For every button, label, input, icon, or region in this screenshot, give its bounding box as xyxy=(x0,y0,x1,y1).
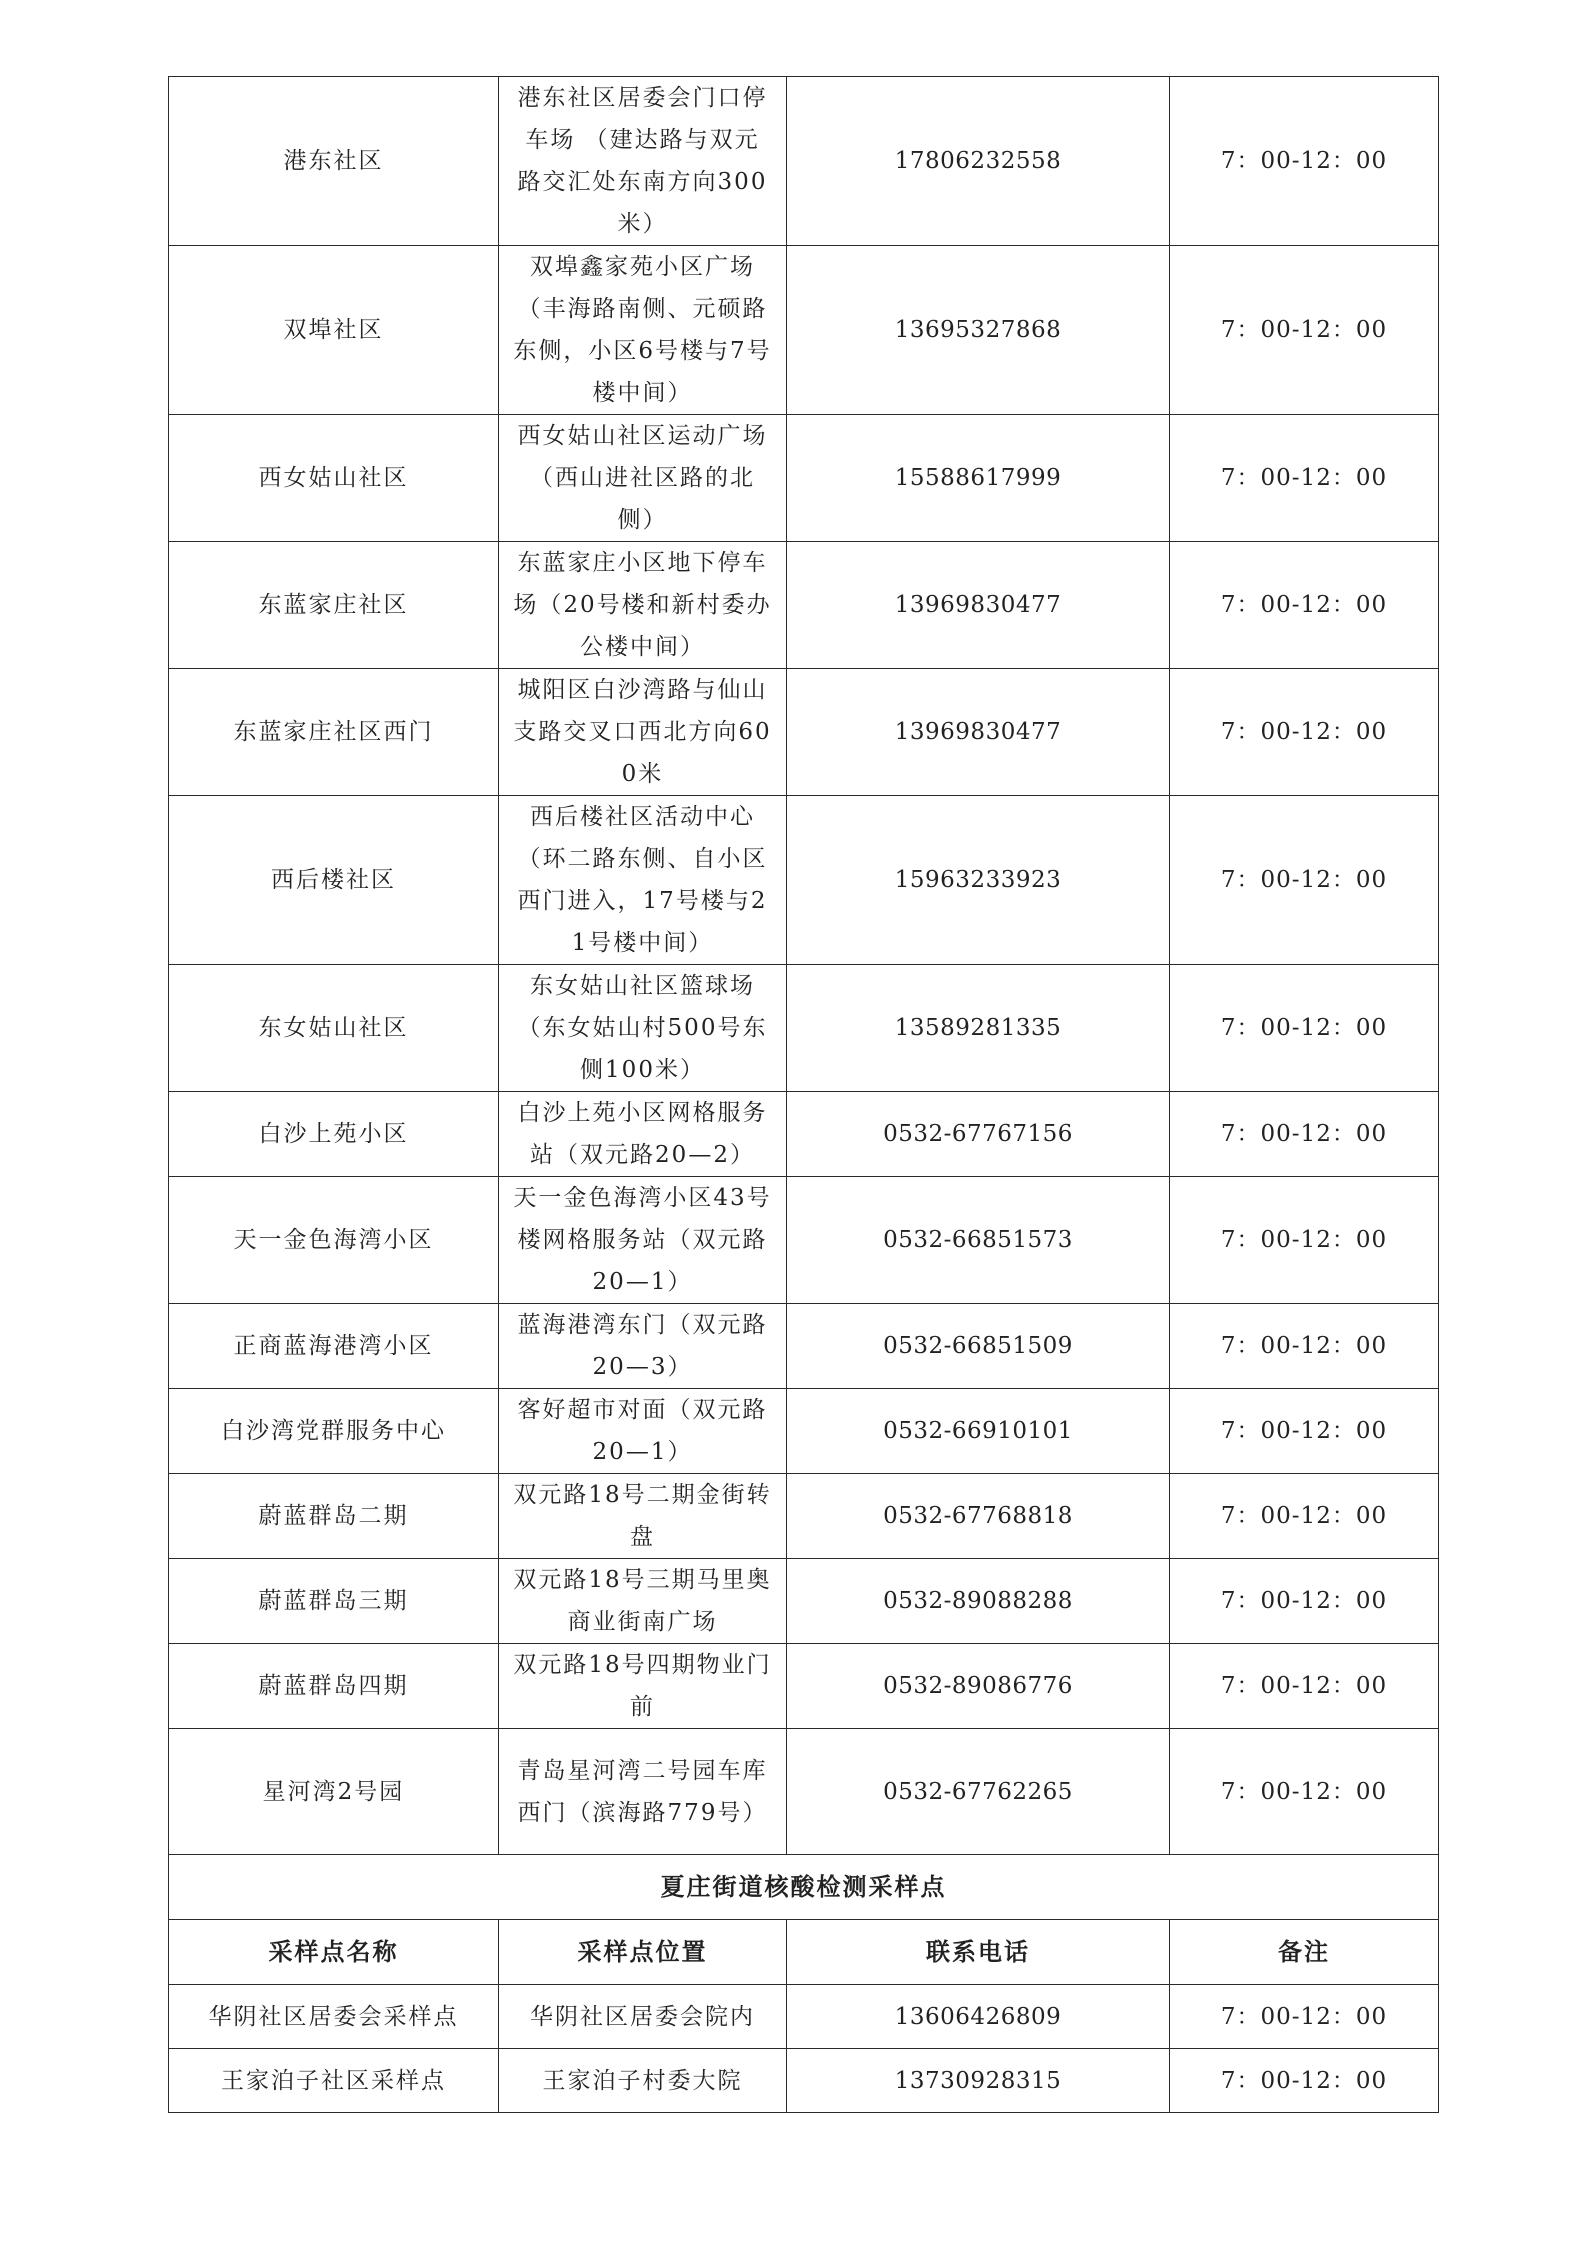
sampling-sites-table xyxy=(168,76,1439,2113)
site-name: 东女姑山社区 xyxy=(169,965,499,1092)
site-name: 正商蓝海港湾小区 xyxy=(169,1304,499,1389)
site-location: 城阳区白沙湾路与仙山支路交叉口西北方向600米 xyxy=(499,669,787,796)
section-title: 夏庄街道核酸检测采样点 xyxy=(169,1855,1439,1920)
header-note: 备注 xyxy=(1170,1920,1439,1985)
site-phone: 13606426809 xyxy=(787,1985,1170,2049)
column-header-row xyxy=(169,1920,1439,1985)
site-phone: 0532-67768818 xyxy=(787,1474,1170,1559)
site-hours: 7：00-12：00 xyxy=(1170,965,1439,1092)
site-name: 王家泊子社区采样点 xyxy=(169,2049,499,2113)
table-row xyxy=(169,1985,1439,2049)
header-phone: 联系电话 xyxy=(787,1920,1170,1985)
site-location: 王家泊子村委大院 xyxy=(499,2049,787,2113)
table-row xyxy=(169,1092,1439,1177)
site-phone: 0532-89088288 xyxy=(787,1559,1170,1644)
site-location: 西后楼社区活动中心（环二路东侧、自小区西门进入，17号楼与21号楼中间） xyxy=(499,796,787,965)
table-row xyxy=(169,1304,1439,1389)
site-phone: 13969830477 xyxy=(787,542,1170,669)
site-name: 西女姑山社区 xyxy=(169,415,499,542)
site-phone: 13730928315 xyxy=(787,2049,1170,2113)
table-row xyxy=(169,1474,1439,1559)
site-phone: 13589281335 xyxy=(787,965,1170,1092)
site-phone: 0532-67767156 xyxy=(787,1092,1170,1177)
site-hours: 7：00-12：00 xyxy=(1170,1389,1439,1474)
site-location: 东女姑山社区篮球场（东女姑山村500号东侧100米） xyxy=(499,965,787,1092)
site-hours: 7：00-12：00 xyxy=(1170,1092,1439,1177)
site-phone: 13969830477 xyxy=(787,669,1170,796)
site-location: 蓝海港湾东门（双元路20—3） xyxy=(499,1304,787,1389)
table-row xyxy=(169,542,1439,669)
site-hours: 7：00-12：00 xyxy=(1170,415,1439,542)
site-hours: 7：00-12：00 xyxy=(1170,542,1439,669)
site-location: 天一金色海湾小区43号楼网格服务站（双元路20—1） xyxy=(499,1177,787,1304)
site-name: 西后楼社区 xyxy=(169,796,499,965)
site-hours: 7：00-12：00 xyxy=(1170,2049,1439,2113)
table-row xyxy=(169,1644,1439,1729)
site-name: 星河湾2号园 xyxy=(169,1729,499,1855)
site-phone: 0532-67762265 xyxy=(787,1729,1170,1855)
table-row xyxy=(169,1729,1439,1855)
table-row xyxy=(169,669,1439,796)
table-row xyxy=(169,1559,1439,1644)
header-name: 采样点名称 xyxy=(169,1920,499,1985)
site-name: 蔚蓝群岛四期 xyxy=(169,1644,499,1729)
site-location: 客好超市对面（双元路20—1） xyxy=(499,1389,787,1474)
site-location: 青岛星河湾二号园车库西门（滨海路779号） xyxy=(499,1729,787,1855)
site-hours: 7：00-12：00 xyxy=(1170,1177,1439,1304)
site-hours: 7：00-12：00 xyxy=(1170,1474,1439,1559)
site-name: 蔚蓝群岛二期 xyxy=(169,1474,499,1559)
site-location: 双元路18号三期马里奥商业街南广场 xyxy=(499,1559,787,1644)
site-name: 蔚蓝群岛三期 xyxy=(169,1559,499,1644)
header-location: 采样点位置 xyxy=(499,1920,787,1985)
site-hours: 7：00-12：00 xyxy=(1170,1644,1439,1729)
table-row xyxy=(169,1177,1439,1304)
site-phone: 0532-89086776 xyxy=(787,1644,1170,1729)
site-phone: 0532-66910101 xyxy=(787,1389,1170,1474)
site-location: 华阴社区居委会院内 xyxy=(499,1985,787,2049)
site-location: 双埠鑫家苑小区广场（丰海路南侧、元硕路东侧，小区6号楼与7号楼中间） xyxy=(499,246,787,415)
site-hours: 7：00-12：00 xyxy=(1170,796,1439,965)
site-location: 双元路18号四期物业门前 xyxy=(499,1644,787,1729)
site-hours: 7：00-12：00 xyxy=(1170,1304,1439,1389)
site-name: 东蓝家庄社区西门 xyxy=(169,669,499,796)
site-hours: 7：00-12：00 xyxy=(1170,1985,1439,2049)
site-name: 白沙上苑小区 xyxy=(169,1092,499,1177)
table-row xyxy=(169,1389,1439,1474)
site-phone: 0532-66851573 xyxy=(787,1177,1170,1304)
site-name: 港东社区 xyxy=(169,77,499,246)
site-name: 双埠社区 xyxy=(169,246,499,415)
site-location: 双元路18号二期金街转盘 xyxy=(499,1474,787,1559)
section-header-row xyxy=(169,1855,1439,1920)
site-name: 白沙湾党群服务中心 xyxy=(169,1389,499,1474)
table-row xyxy=(169,965,1439,1092)
site-phone: 15963233923 xyxy=(787,796,1170,965)
site-hours: 7：00-12：00 xyxy=(1170,246,1439,415)
site-phone: 17806232558 xyxy=(787,77,1170,246)
site-location: 港东社区居委会门口停车场 （建达路与双元路交汇处东南方向300米） xyxy=(499,77,787,246)
table-row xyxy=(169,246,1439,415)
site-hours: 7：00-12：00 xyxy=(1170,77,1439,246)
site-phone: 13695327868 xyxy=(787,246,1170,415)
table-row xyxy=(169,77,1439,246)
site-name: 天一金色海湾小区 xyxy=(169,1177,499,1304)
site-name: 华阴社区居委会采样点 xyxy=(169,1985,499,2049)
table-row xyxy=(169,796,1439,965)
site-hours: 7：00-12：00 xyxy=(1170,669,1439,796)
table-row xyxy=(169,415,1439,542)
site-name: 东蓝家庄社区 xyxy=(169,542,499,669)
site-hours: 7：00-12：00 xyxy=(1170,1729,1439,1855)
table-row xyxy=(169,2049,1439,2113)
site-phone: 15588617999 xyxy=(787,415,1170,542)
site-hours: 7：00-12：00 xyxy=(1170,1559,1439,1644)
site-location: 白沙上苑小区网格服务站（双元路20—2） xyxy=(499,1092,787,1177)
site-location: 西女姑山社区运动广场（西山进社区路的北侧） xyxy=(499,415,787,542)
site-phone: 0532-66851509 xyxy=(787,1304,1170,1389)
site-location: 东蓝家庄小区地下停车场（20号楼和新村委办公楼中间） xyxy=(499,542,787,669)
